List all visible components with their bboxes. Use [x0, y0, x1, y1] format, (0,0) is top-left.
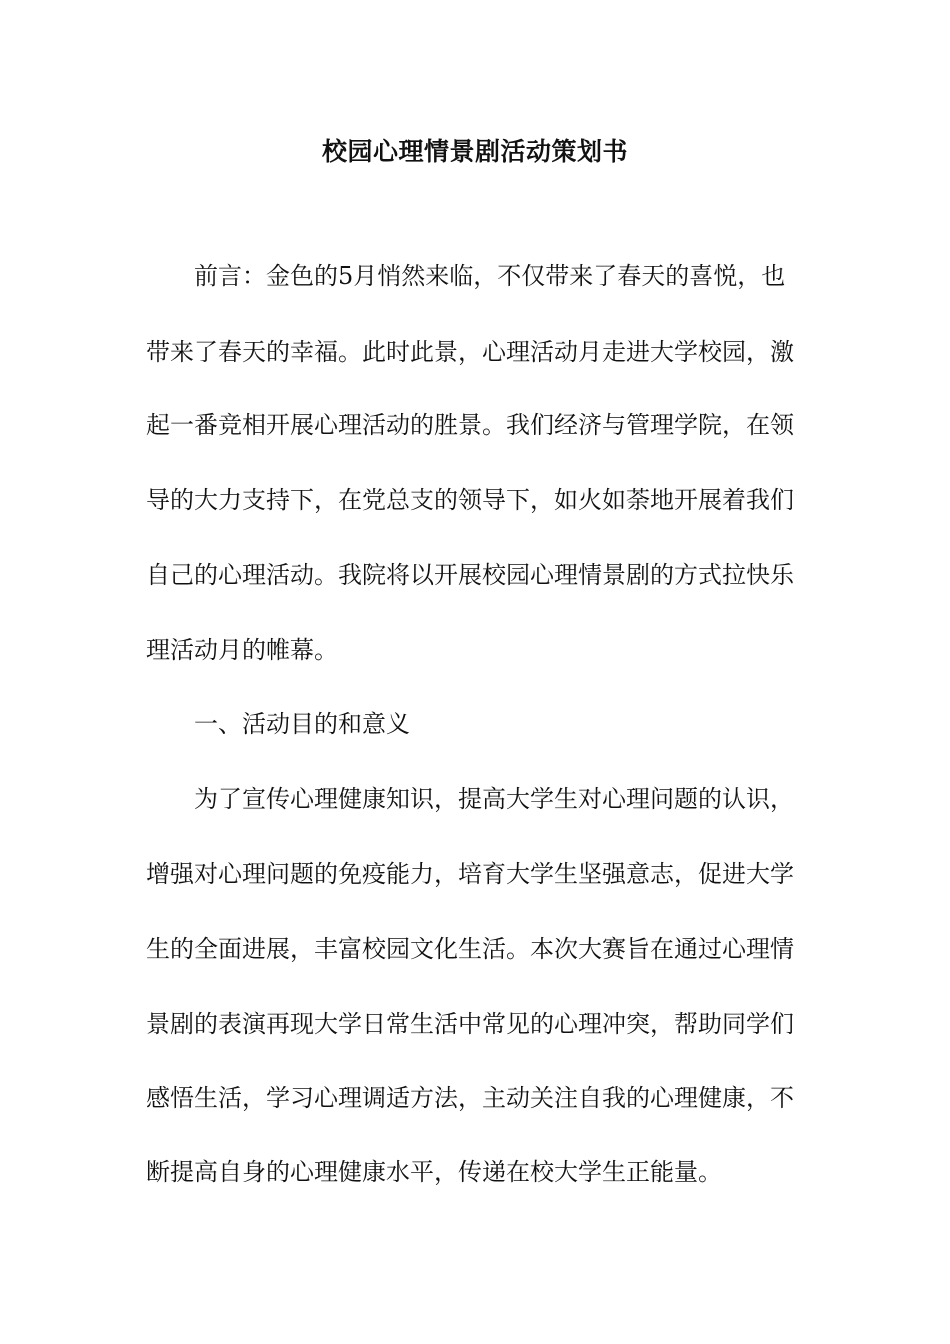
preface-line-1: 前言：金色的5月悄然来临，不仅带来了春天的喜悦，也	[194, 262, 786, 290]
preface-line-2: 带来了春天的幸福。此时此景，心理活动月走进大学校园，激	[146, 338, 794, 366]
purpose-line-6: 断提高自身的心理健康水平，传递在校大学生正能量。	[146, 1158, 722, 1186]
purpose-line-2: 增强对心理问题的免疫能力，培育大学生坚强意志，促进大学	[146, 860, 794, 888]
purpose-line-5: 感悟生活，学习心理调适方法，主动关注自我的心理健康，不	[146, 1084, 794, 1112]
preface-line-5: 自己的心理活动。我院将以开展校园心理情景剧的方式拉快乐	[146, 561, 794, 589]
preface-line-6: 理活动月的帷幕。	[146, 636, 338, 664]
purpose-line-3: 生的全面进展，丰富校园文化生活。本次大赛旨在通过心理情	[146, 935, 794, 963]
purpose-line-4: 景剧的表演再现大学日常生活中常见的心理冲突，帮助同学们	[146, 1010, 794, 1038]
section-heading: 一、活动目的和意义	[194, 710, 410, 738]
purpose-line-1: 为了宣传心理健康知识，提高大学生对心理问题的认识，	[194, 785, 794, 813]
document-title: 校园心理情景剧活动策划书	[321, 137, 628, 166]
preface-line-4: 导的大力支持下，在党总支的领导下，如火如荼地开展着我们	[146, 486, 794, 514]
preface-line-3: 起一番竞相开展心理活动的胜景。我们经济与管理学院，在领	[146, 411, 794, 439]
